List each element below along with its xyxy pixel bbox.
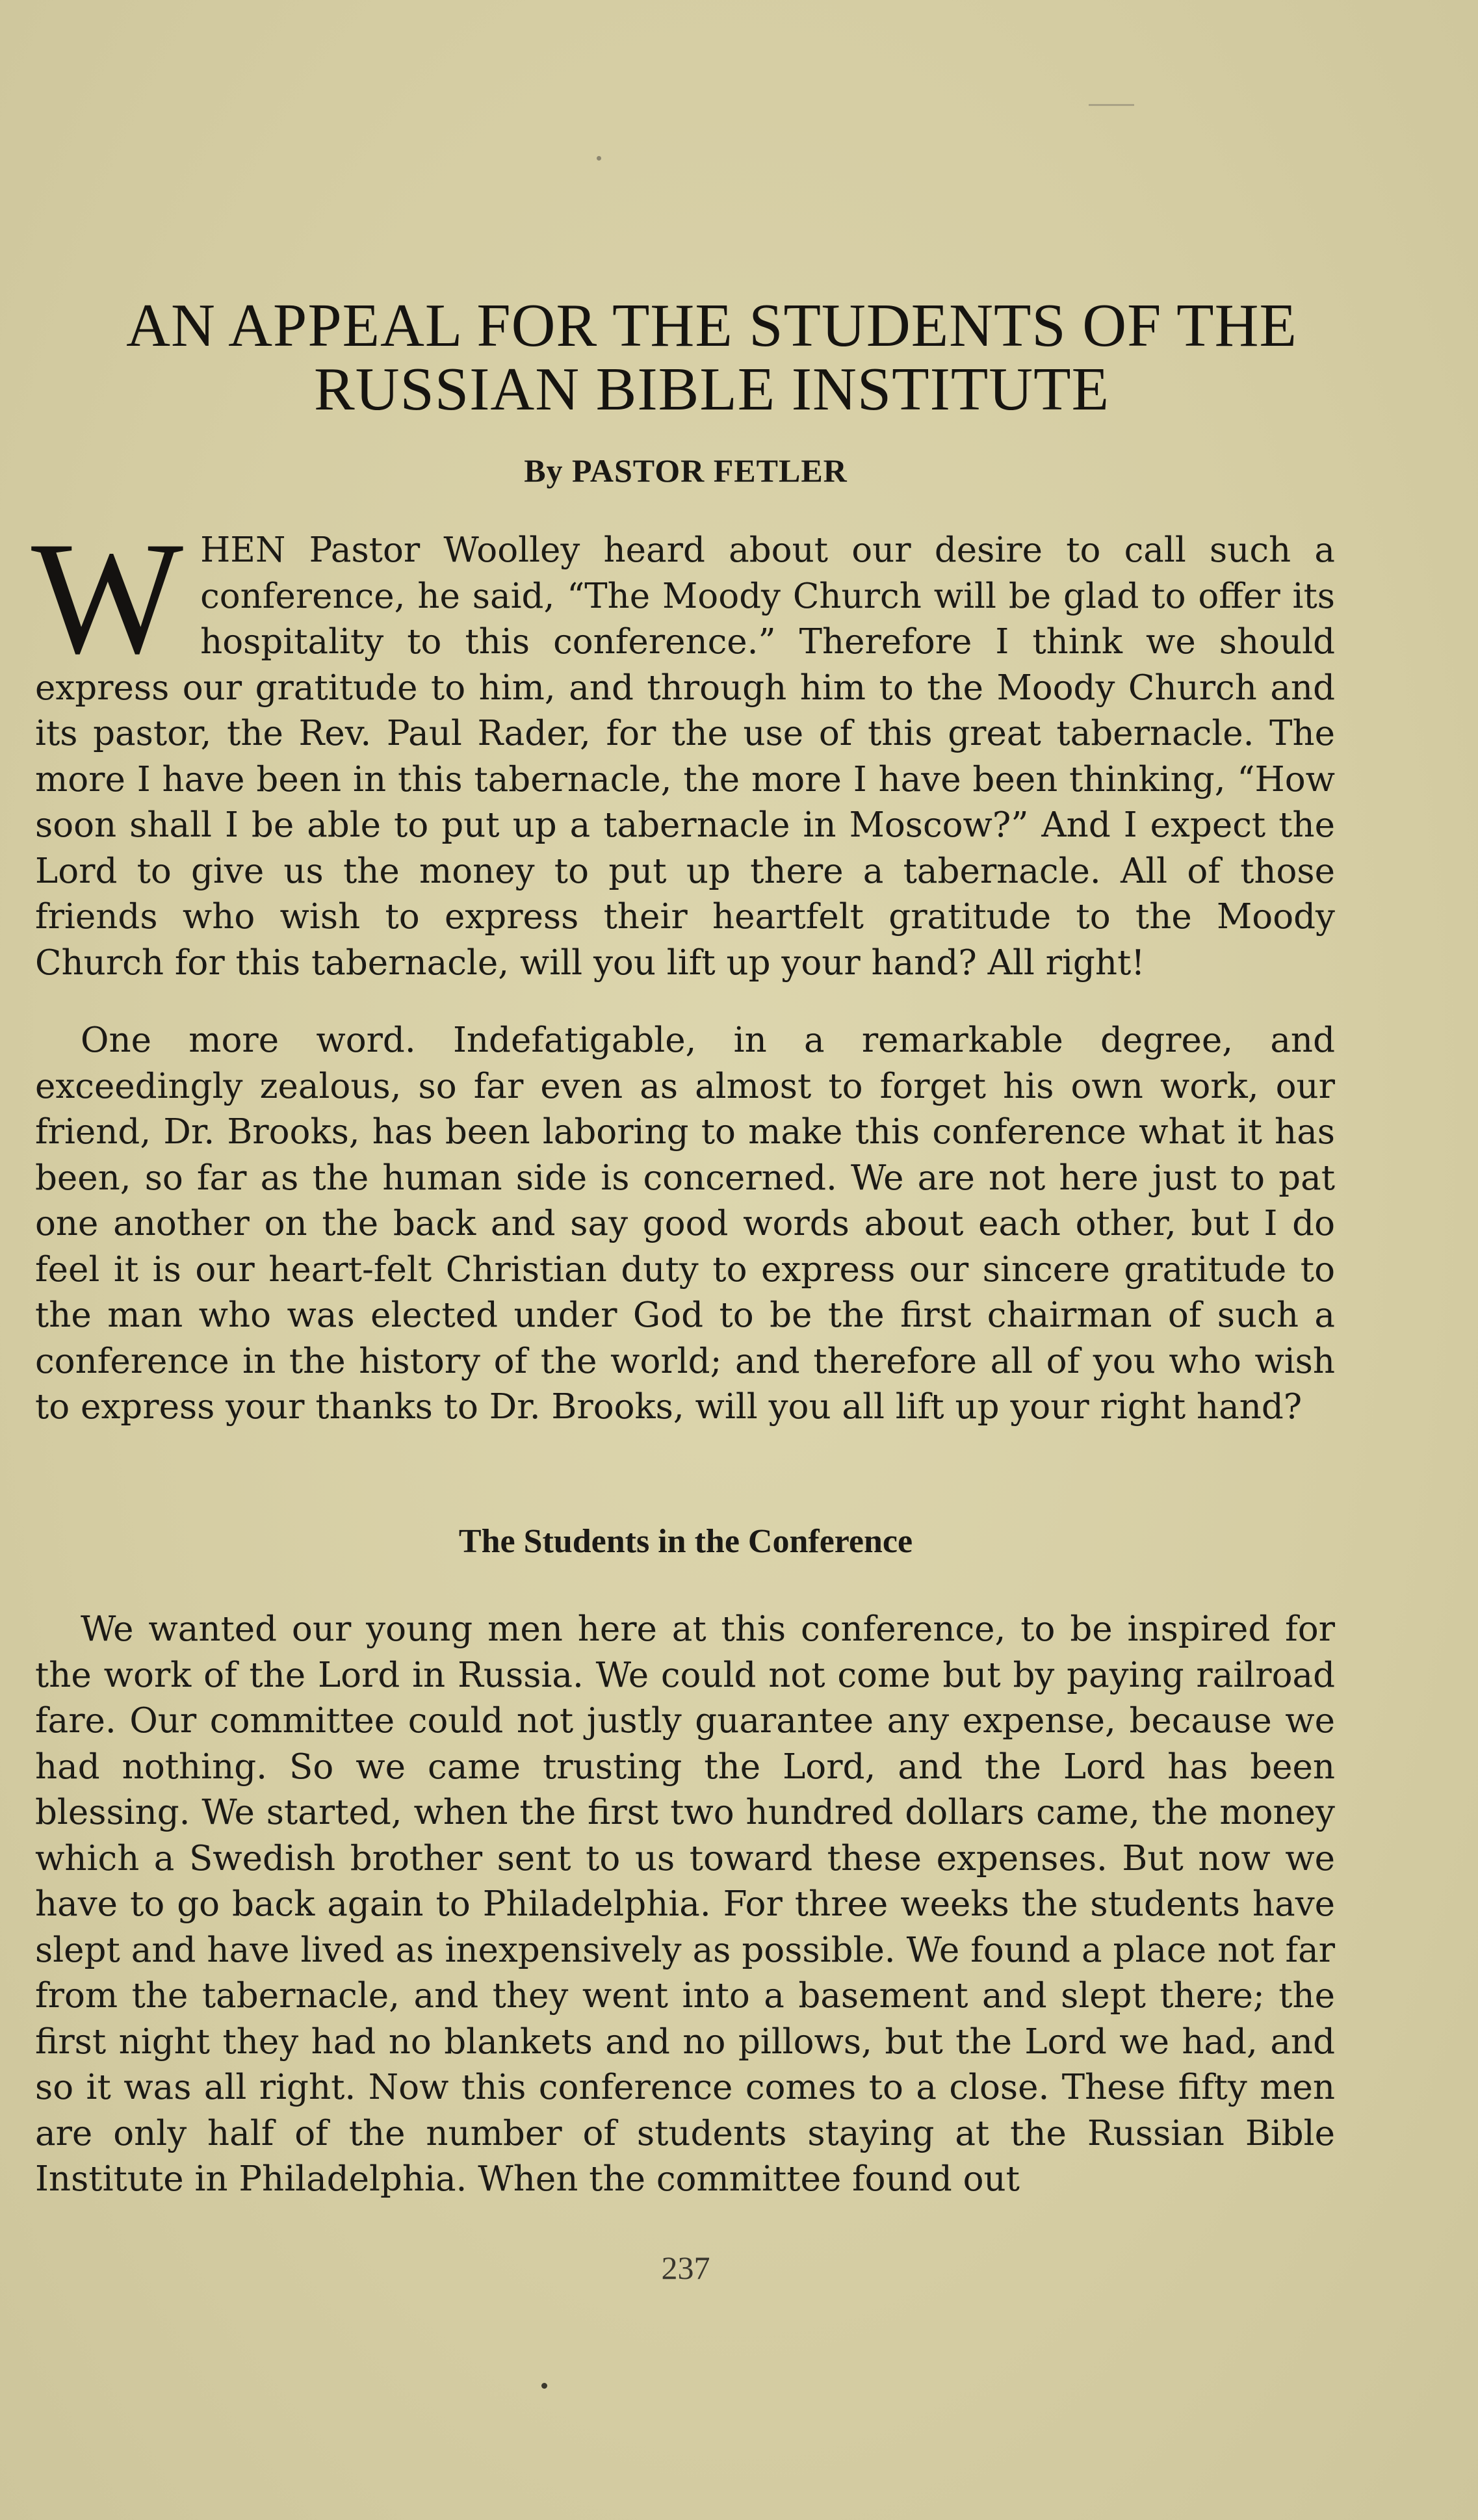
title-line-1: AN APPEAL FOR THE STUDENTS OF THE <box>126 292 1297 359</box>
paragraph-3: We wanted our young men here at this conference, to be inspired for the work of the Lord in Russia. We could not come but by paying railroad fare. Our committee could not justly guarantee any expense, because we had nothing. So we came trusting the Lord, and the Lord has been blessing. We started, when the first two hundred dollars came, the money which a Swedish brother sent to us toward these expenses. But now we have to go back again to Philadelphia. For three weeks the students have slept and have lived as inexpensively as possible. We found a place not far from the tabernacle, and they went into a basement and slept there; the first night they had no blankets and no pillows, but the Lord we had, and so it was all right. Now this conference comes to a close. These fifty men are only half of the number of students staying at the Russian Bible Institute in Philadelphia. When the committee found out <box>35 1609 1335 2199</box>
paragraph-1-text: HEN Pastor Woolley heard about our desire to call such a conference, he said, “The Moody Church will be glad to offer its hospitality to this conference.” Therefore I think we should express our gratitude to him, and through him to the Moody Church and its pastor, the Rev. Paul Rader, for the use of this great tabernacle. The more I have been in this tabernacle, the more I have been thinking, “How soon shall I be able to put up a tabernacle in Moscow?” And I expect the Lord to give us the money to put up there a tabernacle. All of those friends who wish to express their heartfelt gratitude to the Moody Church for this tabernacle, will you lift up your hand? All right! <box>35 530 1335 983</box>
paragraph-2: One more word. Indefatigable, in a remarkable degree, and exceedingly zealous, so far even as almost to forget his own work, our friend, Dr. Brooks, has been laboring to make this conference what it has been, so far as the human side is concerned. We are not here just to pat one another on the back and say good words about each other, but I do feel it is our heart-felt Christian duty to express our sincere gratitude to the man who was elected under God to be the first chairman of such a conference in the history of the world; and therefore all of you who wish to express your thanks to Dr. Brooks, will you all lift up your right hand? <box>35 1020 1335 1427</box>
scan-artifact-line <box>1089 104 1134 106</box>
article-title <box>26 294 1397 421</box>
paragraph-1 <box>31 508 1335 986</box>
byline: By PASTOR FETLER <box>524 452 848 489</box>
title-line-2: RUSSIAN BIBLE INSTITUTE <box>313 356 1110 423</box>
scan-artifact-dot-bottom <box>541 2383 547 2389</box>
drop-cap: W <box>31 508 184 687</box>
page-number: 237 <box>661 2250 710 2286</box>
section-heading: The Students in the Conference <box>458 1523 913 1560</box>
scan-artifact-dot <box>597 156 601 161</box>
